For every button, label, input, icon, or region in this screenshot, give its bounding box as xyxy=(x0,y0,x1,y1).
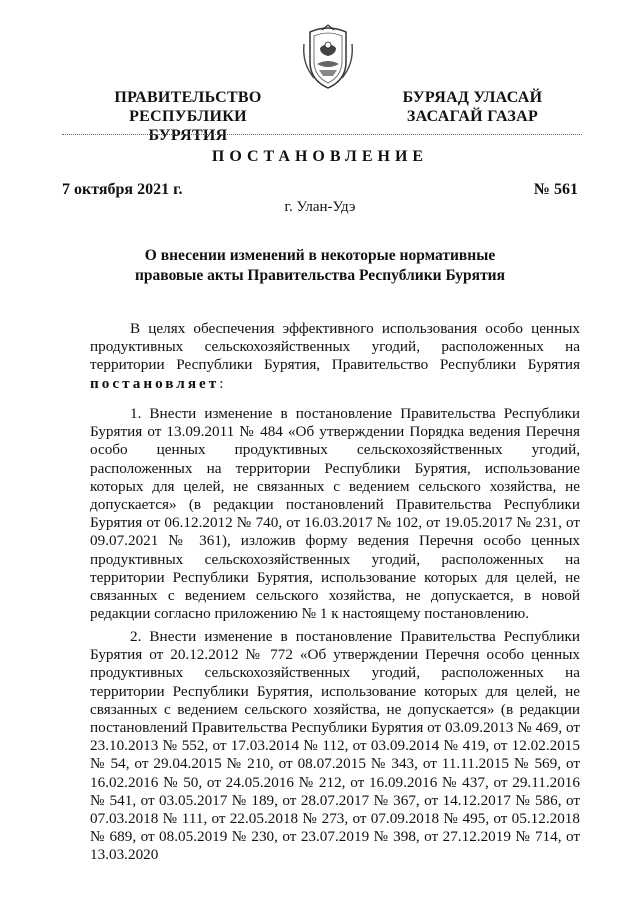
intro-end: : xyxy=(219,374,224,392)
government-name-russian xyxy=(88,88,288,145)
document-city: г. Улан-Удэ xyxy=(284,199,356,215)
gov-ru-line2: РЕСПУБЛИКИ БУРЯТИЯ xyxy=(129,108,247,144)
decree-word: постановляет xyxy=(90,374,220,392)
coat-of-arms-icon xyxy=(300,24,356,90)
gov-ru-line1: ПРАВИТЕЛЬСТВО xyxy=(114,89,262,106)
document-title xyxy=(0,246,640,286)
title-line2: правовые акты Правительства Республики Бурятия xyxy=(135,267,505,284)
intro-paragraph xyxy=(90,320,580,393)
intro-text: В целях обеспечения эффективного использования особо ценных продуктивных сельскохозяйственных угодий, расположенных на территории Республики Бурятия, Правительство Республики Бурятия xyxy=(90,320,580,374)
header-divider xyxy=(62,134,582,135)
gov-bur-line1: БУРЯАД УЛАСАЙ xyxy=(402,89,543,106)
title-line1: О внесении изменений в некоторые нормативные xyxy=(144,247,496,264)
item-2-text: 2. Внести изменение в постановление Правительства Республики Бурятия от 20.12.2012 № 772 «Об утверждении Перечня особо ценных продуктивных сельскохозяйственных угодий, расположенных на территории Республики Бурятия, использование которых для целей, не связанных с ведением сельского хозяйства, не допускается» (в редакции постановлений Правительства Республики Бурятия от 03.09.2013 № 469, от 23.10.2013 № 552, от 17.03.2014 № 112, от 03.09.2014 № 419, от 12.02.2015 № 54, от 29.04.2015 № 210, от 08.07.2015 № 343, от 11.11.2015 № 569, от 16.02.2016 № 50, от 24.05.2016 № 212, от 16.09.2016 № 437, от 29.11.2016 № 541, от 03.05.2017 № 189, от 28.07.2017 № 367, от 14.12.2017 № 586, от 07.03.2018 № 111, от 22.05.2018 № 273, от 07.09.2018 № 495, от 05.12.2018 № 689, от 08.05.2019 № 230, от 23.07.2019 № 398, от 27.12.2019 № 714, от 13.03.2020 xyxy=(90,628,580,864)
item-1-paragraph xyxy=(90,405,580,623)
document-type: ПОСТАНОВЛЕНИЕ xyxy=(211,148,429,165)
gov-bur-line2: ЗАСАГАЙ ГАЗАР xyxy=(406,108,539,125)
item-2-paragraph xyxy=(90,628,580,865)
document-number: № 561 xyxy=(533,181,578,198)
document-date: 7 октября 2021 г. xyxy=(62,181,183,198)
item-1-text: 1. Внести изменение в постановление Правительства Республики Бурятия от 13.09.2011 № 484 «Об утверждении Порядка ведения Перечня особо ценных продуктивных сельскохозяйственных угодий, расположенных на территории Республики Бурятия, использование которых для целей, не связанных с ведением сельского хозяйства, не допускается» (в редакции постановлений Правительства Республики Бурятия от 06.12.2012 № 740, от 16.03.2017 № 102, от 19.05.2017 № 231, от 09.07.2021 № 361), изложив форму ведения Перечня особо ценных продуктивных сельскохозяйственных угодий, расположенных на территории Республики Бурятия, использование которых для целей, не связанных с ведением сельского хозяйства, не допускается, в новой редакции согласно приложению № 1 к настоящему постановлению. xyxy=(90,405,580,623)
government-name-buryat xyxy=(395,88,550,126)
